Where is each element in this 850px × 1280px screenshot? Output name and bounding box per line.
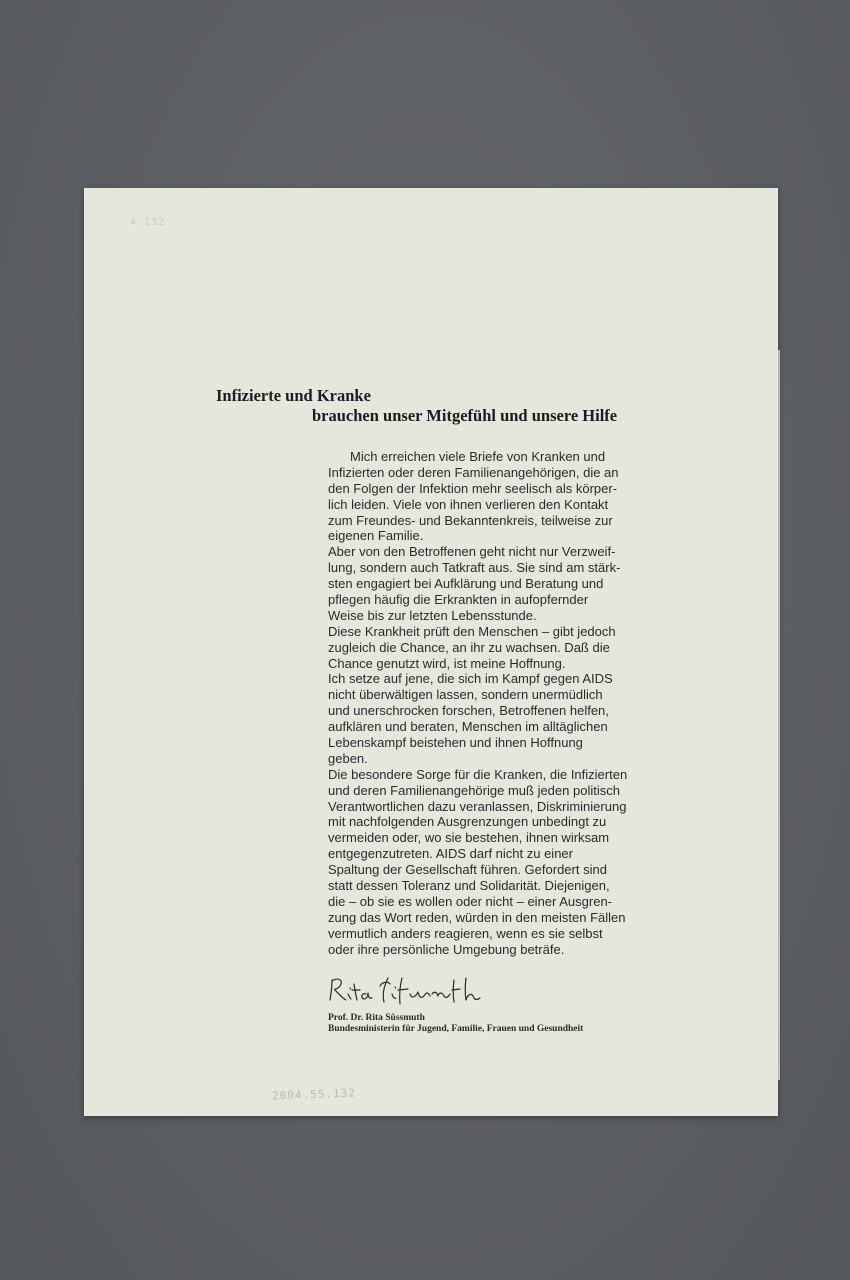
body-line: statt dessen Toleranz und Solidarität. Diejenigen, bbox=[328, 878, 610, 894]
body-line: lich leiden. Viele von ihnen verlieren den Kontakt bbox=[328, 496, 609, 512]
body-line: eigenen Familie. bbox=[328, 528, 424, 544]
pencil-annotation-top: 4 132 bbox=[130, 217, 166, 228]
body-line: Lebenskampf beistehen und ihnen Hoffnung bbox=[328, 735, 583, 751]
body-line: und unerschrocken forschen, Betroffenen helfen, bbox=[328, 703, 609, 719]
signer-name: Prof. Dr. Rita Süssmuth bbox=[328, 1013, 425, 1023]
body-line: nicht überwältigen lassen, sondern unermüdlich bbox=[328, 687, 603, 703]
body-line: und deren Familienangehörige muß jeden politisch bbox=[328, 782, 620, 798]
body-text bbox=[328, 449, 668, 958]
body-line: sten engagiert bei Aufklärung und Beratung und bbox=[328, 576, 604, 592]
body-line: geben. bbox=[328, 750, 368, 766]
body-line: vermeiden oder, wo sie bestehen, ihnen wirksam bbox=[328, 830, 610, 846]
title-line-2: brauchen unser Mitgefühl und unsere Hilfe bbox=[312, 406, 618, 425]
body-line: pflegen häufig die Erkrankten in aufopfernder bbox=[328, 592, 589, 608]
body-line: zum Freundes- und Bekanntenkreis, teilweise zur bbox=[328, 512, 613, 528]
body-line: Mich erreichen viele Briefe von Kranken und bbox=[350, 449, 606, 464]
body-line: vermutlich anders reagieren, wenn es sie selbst bbox=[328, 925, 603, 941]
body-line: aufklären und beraten, Menschen im alltäglichen bbox=[328, 719, 608, 735]
body-line: die – ob sie es wollen oder nicht – einer Ausgren- bbox=[328, 893, 613, 909]
body-line: zugleich die Chance, an ihr zu wachsen. Daß die bbox=[328, 639, 610, 655]
body-line: Infizierten oder deren Familienangehörigen, die an bbox=[328, 464, 619, 480]
body-line: Ich setze auf jene, die sich im Kampf gegen AIDS bbox=[328, 671, 613, 687]
body-line: lung, sondern auch Tatkraft aus. Sie sind am stärk- bbox=[328, 560, 621, 576]
body-line: Die besondere Sorge für die Kranken, die Infizierten bbox=[328, 766, 628, 782]
body-line: den Folgen der Infektion mehr seelisch als körper- bbox=[328, 480, 618, 496]
body-line: Aber von den Betroffenen geht nicht nur Verzweif- bbox=[328, 544, 616, 560]
body-line: Weise bis zur letzten Lebensstunde. bbox=[328, 607, 537, 623]
pencil-annotation-bottom: 2004.55.132 bbox=[271, 1086, 357, 1103]
body-line: Diese Krankheit prüft den Menschen – gibt jedoch bbox=[328, 623, 616, 639]
signature-image bbox=[326, 972, 496, 1006]
signer-role: Bundesministerin für Jugend, Familie, Frauen und Gesundheit bbox=[328, 1024, 584, 1034]
title-line-1: Infizierte und Kranke bbox=[216, 386, 371, 405]
body-line: Spaltung der Gesellschaft führen. Gefordert sind bbox=[328, 862, 607, 878]
body-line: oder ihre persönliche Umgebung beträfe. bbox=[328, 941, 565, 957]
body-line: Verantwortlichen dazu veranlassen, Diskriminierung bbox=[328, 798, 627, 814]
body-line: mit nachfolgenden Ausgrenzungen unbedingt zu bbox=[328, 814, 607, 830]
body-line: Chance genutzt wird, ist meine Hoffnung. bbox=[328, 655, 566, 671]
body-line: zung das Wort reden, würden in den meisten Fällen bbox=[328, 909, 626, 925]
body-line: entgegenzutreten. AIDS darf nicht zu einer bbox=[328, 846, 573, 862]
